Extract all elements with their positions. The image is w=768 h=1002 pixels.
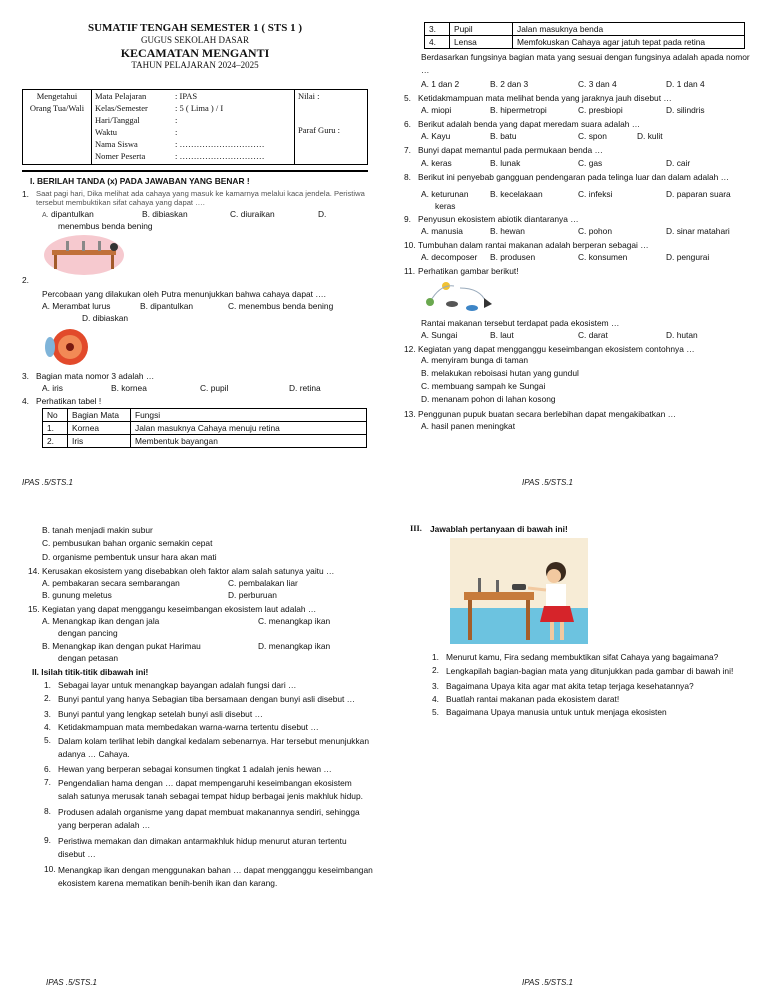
page-3: [28, 524, 374, 891]
table-header-bagian: Bagian Mata: [68, 409, 131, 422]
q9-options: [404, 226, 750, 236]
q3-option-c[interactable]: C. pupil: [200, 383, 229, 394]
q15-option-d-cont: dengan petasan: [58, 652, 119, 663]
q4-text: Perhatikan tabel !: [36, 396, 102, 407]
list-item: [44, 709, 374, 719]
q15-options-ac: [28, 616, 374, 626]
value-nomer[interactable]: : …………………………: [175, 150, 265, 161]
section-1-heading: I. BERILAH TANDA (x) PADA JAWABAN YANG BENAR !: [30, 176, 250, 187]
list-item: [432, 652, 750, 662]
table-cell: Memfokuskan Cahaya agar jatuh tepat pada retina: [513, 36, 745, 49]
question-9: [404, 214, 750, 224]
question-11: [404, 266, 750, 276]
eye-parts-table: [42, 408, 367, 448]
q15-options-bd: [28, 641, 374, 651]
section-2-heading: II. Isilah titik-titik dibawah ini!: [32, 666, 149, 677]
question-15: [28, 604, 374, 614]
q1-option-b[interactable]: B. dibiaskan: [142, 209, 188, 220]
q6-number: 6.: [404, 119, 411, 130]
table-cell: Pupil: [450, 23, 513, 36]
q11-option-b[interactable]: B. laut: [490, 330, 514, 341]
item-number: 4.: [432, 694, 439, 705]
table-cell: 2.: [43, 435, 68, 448]
q10-text: Tumbuhan dalam rantai makanan adalah berperan sebagai …: [418, 239, 649, 250]
q1-option-d-cont: menembus benda bening: [58, 220, 153, 231]
q10-option-b[interactable]: B. produsen: [490, 252, 536, 263]
q5-option-a[interactable]: A. miopi: [421, 105, 452, 116]
q1-option-a[interactable]: [42, 209, 142, 220]
q5-number: 5.: [404, 93, 411, 104]
ortu-label: Orang Tua/Wali: [29, 103, 85, 114]
paraf-label: Paraf Guru :: [298, 125, 341, 136]
q2-option-b[interactable]: B. dipantulkan: [140, 301, 194, 312]
q4-option-b[interactable]: B. 2 dan 3: [490, 79, 529, 90]
item-number: 9.: [44, 835, 51, 846]
table-row: [43, 422, 367, 435]
q15-option-d[interactable]: D. menangkap ikan: [258, 640, 331, 651]
item-text: Ketidakmampuan mata membedakan warna-warna tertentu disebut …: [58, 722, 319, 733]
q11-number: 11.: [404, 266, 416, 277]
q11-text: Perhatikan gambar berikut!: [418, 266, 519, 277]
q2-option-a[interactable]: A. Merambat lurus: [42, 301, 111, 312]
q10-option-d[interactable]: D. pengurai: [666, 252, 710, 263]
q3-text: Bagian mata nomor 3 adalah …: [36, 371, 155, 382]
q13-number: 13.: [404, 408, 416, 419]
item-text: Bunyi pantul yang hanya Sebagian tiba bersamaan dengan bunyi asli disebut …: [58, 694, 356, 705]
q7-option-a[interactable]: A. keras: [421, 157, 452, 168]
question-12: [404, 344, 750, 354]
q8-option-c[interactable]: C. infeksi: [578, 188, 613, 199]
q4-options: [404, 79, 750, 89]
item-number: 10.: [44, 864, 56, 875]
item-number: 4.: [44, 722, 51, 733]
experiment-image: [44, 235, 124, 275]
q8-option-d-cont: keras: [435, 200, 456, 211]
item-number: 1.: [44, 680, 51, 691]
item-number: 5.: [432, 707, 439, 718]
q1-number: 1.: [22, 189, 29, 200]
tahun-pelajaran: TAHUN PELAJARAN 2024–2025: [131, 60, 259, 71]
q15-option-b[interactable]: B. Menangkap ikan dengan pukat Harimau: [42, 640, 201, 651]
value-hari[interactable]: :: [175, 114, 178, 125]
exam-header: [22, 22, 368, 71]
table-header-fungsi: Fungsi: [131, 409, 367, 422]
q14-options-ac: [28, 578, 374, 588]
q12-text: Kegiatan yang dapat mengganggu keseimbangan ekosistem contohnya …: [418, 344, 695, 355]
q8-option-b[interactable]: B. kecelakaan: [490, 188, 543, 199]
item-text: Dalam kolam terlihat lebih dangkal kedalam sebenarnya. Har tersebut menunjukkan adanya … Cahaya.: [58, 736, 369, 760]
table-cell: Jalan masuknya Cahaya menuju retina: [131, 422, 367, 435]
nilai-cell: [295, 90, 368, 165]
item-text: Menangkap ikan dengan menggunakan bahan … dapat mengganggu keseimbangan ekosistem karena mematikan benih-benih ikan dan karang.: [58, 865, 373, 889]
item-number: 3.: [44, 709, 51, 720]
list-item: [44, 693, 374, 706]
item-text: Buatlah rantai makanan pada ekosistem darat!: [446, 694, 620, 705]
value-kelas: : 5 ( Lima ) / I: [175, 103, 224, 114]
question-2: [22, 275, 368, 285]
q14-option-b[interactable]: B. gunung meletus: [42, 590, 112, 601]
table-cell: Kornea: [68, 422, 131, 435]
section-3-title: Jawablah pertanyaan di bawah ini!: [430, 524, 568, 534]
q4-option-c[interactable]: C. 3 dan 4: [578, 79, 617, 90]
item-number: 6.: [44, 764, 51, 775]
table-cell: 1.: [43, 422, 68, 435]
student-info-table: [22, 89, 368, 165]
label-waktu: Waktu: [95, 126, 117, 137]
q11-option-d[interactable]: D. hutan: [666, 330, 698, 341]
question-8: [404, 172, 750, 182]
page-1: [22, 22, 368, 448]
table-cell: 3.: [425, 23, 450, 36]
q7-option-d[interactable]: D. cair: [666, 157, 691, 168]
q5-option-b[interactable]: B. hipermetropi: [490, 105, 547, 116]
q1-option-d[interactable]: D.: [318, 209, 327, 220]
q5-option-d[interactable]: D. silindris: [666, 105, 705, 116]
value-nama[interactable]: : …………………………: [175, 138, 265, 149]
q6-option-b[interactable]: B. batu: [490, 131, 517, 142]
q5-text: Ketidakmampuan mata melihat benda yang jaraknya jauh disebut …: [418, 93, 672, 104]
eye-parts-table-cont: [424, 22, 745, 49]
table-header-no: No: [43, 409, 68, 422]
q6-text: Berikut adalah benda yang dapat meredam suara adalah …: [418, 119, 641, 130]
q3-option-a[interactable]: A. iris: [42, 383, 63, 394]
q1-text: Saat pagi hari, Dika melihat ada cahaya yang masuk ke kamarnya melalui kaca jendela. Peristiwa tersebut membuktikan sifat cahaya yang dapat ….: [36, 189, 365, 208]
q12-options: [404, 354, 750, 406]
q5-options: [404, 105, 750, 115]
q12-option-c[interactable]: C. membuang sampah ke Sungai: [421, 381, 546, 392]
q14-option-c[interactable]: C. pembalakan liar: [228, 578, 298, 589]
question-4: [22, 396, 368, 406]
q11-option-a[interactable]: A. Sungai: [421, 330, 458, 341]
label-hari: Hari/Tanggal: [95, 114, 140, 125]
item-number: 1.: [432, 652, 439, 663]
q14-number: 14.: [28, 566, 40, 577]
q6-options: [404, 131, 750, 141]
food-chain-image: [422, 280, 494, 314]
q11-options: [404, 330, 750, 340]
q13-option-d[interactable]: D. organisme pembentuk unsur hara akan mati: [42, 551, 217, 562]
q2-option-d[interactable]: D. dibiaskan: [82, 313, 129, 324]
q2-option-c[interactable]: C. menembus benda bening: [228, 301, 334, 312]
question-10: [404, 240, 750, 250]
q13-remaining-options: [28, 524, 374, 564]
isian-list: [28, 680, 374, 890]
q7-option-c[interactable]: C. gas: [578, 157, 603, 168]
eye-image: [42, 327, 98, 367]
experiment-girl-image: [450, 538, 588, 644]
q9-text: Penyusun ekosistem abiotik diantaranya …: [418, 213, 579, 224]
q3-option-d[interactable]: D. retina: [289, 383, 321, 394]
item-text: Bagaimana Upaya manusia untuk untuk menjaga ekosisten: [446, 707, 667, 718]
list-item: [44, 764, 374, 774]
question-13: [404, 409, 750, 419]
page-2: [404, 22, 750, 431]
q1-a-text: dipantulkan: [50, 209, 94, 220]
section-3-heading: [410, 524, 750, 534]
q13-text: Penggunan pupuk buatan secara berlebihan dapat mengakibatkan …: [418, 408, 676, 419]
q10-option-c[interactable]: C. konsumen: [578, 252, 628, 263]
q8-text: Berikut ini penyebab gangguan pendengaran pada telinga luar dan dalam adalah …: [418, 171, 730, 182]
footer-page-4: IPAS .5/STS.1: [522, 978, 573, 987]
item-text: Bagaimana Upaya kita agar mat akita tetap terjaga kesehatannya?: [446, 681, 694, 692]
q14-options-bd: [28, 590, 374, 600]
q15-option-a[interactable]: A. Menangkap ikan dengan jala: [42, 615, 160, 626]
question-5: [404, 93, 750, 103]
list-item: [44, 722, 374, 732]
q9-number: 9.: [404, 213, 411, 224]
table-header-row: [43, 409, 367, 422]
q2-options: [22, 301, 368, 311]
question-14: [28, 566, 374, 576]
table-row: [425, 23, 745, 36]
item-number: 3.: [432, 681, 439, 692]
q12-number: 12.: [404, 344, 416, 355]
q5-option-c[interactable]: C. presbiopi: [578, 105, 623, 116]
q10-option-a[interactable]: A. decomposer: [421, 252, 478, 263]
q1-option-c[interactable]: C. diuraikan: [230, 209, 275, 220]
q14-option-d[interactable]: D. perburuan: [228, 590, 277, 601]
q12-option-d[interactable]: D. menanam pohon di lahan kosong: [421, 394, 556, 405]
item-number: 8.: [44, 806, 51, 817]
q13-option-a[interactable]: A. hasil panen meningkat: [421, 420, 516, 431]
list-item: [432, 681, 750, 691]
q14-option-a[interactable]: A. pembakaran secara sembarangan: [42, 578, 180, 589]
q3-option-b[interactable]: B. kornea: [111, 383, 147, 394]
q7-text: Bunyi dapat memantul pada permukaan benda …: [418, 145, 603, 156]
list-item: [44, 777, 374, 803]
q8-option-a[interactable]: A. keturunan: [421, 188, 469, 199]
q4-continuation: Berdasarkan fungsinya bagian mata yang sesuai dengan fungsinya adalah apada nomor …: [421, 52, 750, 76]
q15-option-c-cont: dengan pancing: [58, 627, 118, 638]
q9-option-c[interactable]: C. pohon: [578, 225, 612, 236]
mengetahui-label: Mengetahui: [36, 91, 78, 102]
q15-text: Kegiatan yang dapat menggangu keseimbangan ekosistem laut adalah …: [42, 603, 317, 614]
q7-option-b[interactable]: B. lunak: [490, 157, 521, 168]
list-item: [432, 665, 750, 678]
q13-option-c[interactable]: C. pembusukan bahan organic semakin cepat: [42, 538, 213, 549]
question-1: [22, 189, 368, 207]
list-item: [44, 735, 374, 761]
q4-number: 4.: [22, 396, 29, 407]
nilai-label: Nilai :: [298, 91, 320, 102]
q8-number: 8.: [404, 171, 411, 182]
item-text: Produsen adalah organisme yang dapat membuat makanannya sendiri, sehingga yang berperan adalah …: [58, 807, 360, 831]
label-nomer: Nomer Peserta: [95, 150, 146, 161]
item-number: 2.: [432, 665, 439, 676]
item-text: Bunyi pantul yang lengkap setelah bunyi asli disebut …: [58, 709, 263, 720]
label-mapel: Mata Pelajaran: [95, 91, 147, 102]
list-item: [44, 864, 374, 890]
page-4: [410, 524, 750, 717]
list-item: [44, 680, 374, 690]
label-nama: Nama Siswa: [95, 138, 138, 149]
q9-option-b[interactable]: B. hewan: [490, 225, 525, 236]
q7-number: 7.: [404, 145, 411, 156]
q8-options: [404, 189, 750, 199]
q9-option-a[interactable]: A. manusia: [421, 225, 463, 236]
section-3-number: III.: [410, 524, 422, 533]
value-waktu[interactable]: :: [175, 126, 178, 137]
q10-number: 10.: [404, 239, 416, 250]
table-cell: Lensa: [450, 36, 513, 49]
list-item: [44, 835, 374, 861]
mengetahui-cell: [23, 90, 92, 165]
q7-options: [404, 158, 750, 168]
q12-option-b[interactable]: B. melakukan reboisasi hutan yang gundul: [421, 368, 579, 379]
question-7: [404, 145, 750, 155]
value-mapel: : IPAS: [175, 91, 198, 102]
item-text: Sebagai layar untuk menangkap bayangan adalah fungsi dari …: [58, 680, 297, 691]
list-item: [432, 707, 750, 717]
item-text: Menurut kamu, Fira sedang membuktikan sifat Cahaya yang bagaimana?: [446, 652, 719, 663]
divider: [22, 170, 368, 172]
table-cell: Jalan masuknya benda: [513, 23, 745, 36]
q3-options: [22, 383, 368, 393]
essay-list: [410, 652, 750, 717]
table-row: [425, 36, 745, 49]
q6-option-c[interactable]: C. spon: [578, 131, 607, 142]
table-row: [43, 435, 367, 448]
q12-option-a[interactable]: A. menyiram bunga di taman: [421, 355, 529, 366]
item-text: Peristiwa memakan dan dimakan antarmakhluk hidup menurut aturan tertentu disebut …: [58, 836, 347, 860]
exam-title: SUMATIF TENGAH SEMESTER 1 ( STS 1 ): [87, 22, 303, 34]
gugus: GUGUS SEKOLAH DASAR: [140, 35, 249, 46]
q6-option-d[interactable]: D. kulit: [637, 131, 663, 142]
item-text: Pengendalian hama dengan … dapat mempengaruhi keseimbangan ekosistem salah satunya merusak tanah sebagai tempat hidup berbagai jenis makhluk hidup.: [58, 778, 363, 802]
item-number: 7.: [44, 777, 51, 788]
q15-option-c[interactable]: C. menangkap ikan: [258, 615, 331, 626]
table-cell: 4.: [425, 36, 450, 49]
kecamatan: KECAMATAN MENGANTI: [120, 45, 270, 60]
q15-number: 15.: [28, 603, 40, 614]
footer-page-2: IPAS .5/STS.1: [522, 478, 573, 487]
q13-option-b[interactable]: B. tanah menjadi makin subur: [42, 525, 153, 535]
q3-number: 3.: [22, 371, 29, 382]
footer-page-3: IPAS .5/STS.1: [46, 978, 97, 987]
table-cell: Iris: [68, 435, 131, 448]
item-number: 5.: [44, 735, 51, 746]
footer-page-1: IPAS .5/STS.1: [22, 478, 73, 487]
item-text: Hewan yang berperan sebagai konsumen tingkat 1 adalah jenis hewan …: [58, 764, 332, 775]
q1-a-letter: A.: [42, 212, 49, 220]
q10-options: [404, 252, 750, 262]
label-kelas: Kelas/Semester: [95, 103, 148, 114]
list-item: [432, 694, 750, 704]
q8-option-d[interactable]: D. paparan suara: [666, 188, 731, 199]
q11-continuation: Rantai makanan tersebut terdapat pada ekosistem …: [421, 318, 620, 329]
q2-number: 2.: [22, 274, 29, 285]
q1-options: [22, 209, 368, 220]
info-fields-cell: [92, 90, 295, 165]
q9-option-d[interactable]: D. sinar matahari: [666, 225, 730, 236]
q6-option-a[interactable]: A. Kayu: [421, 131, 451, 142]
item-number: 2.: [44, 693, 51, 704]
q14-text: Kerusakan ekosistem yang disebabkan oleh faktor alam salah satunya yaitu …: [42, 566, 335, 577]
question-3: [22, 371, 368, 381]
table-cell: Membentuk bayangan: [131, 435, 367, 448]
q11-option-c[interactable]: C. darat: [578, 330, 608, 341]
item-text: Lengkapilah bagian-bagian mata yang ditunjukkan pada gambar di bawah ini!: [446, 666, 734, 677]
question-6: [404, 119, 750, 129]
q2-text: Percobaan yang dilakukan oleh Putra menunjukkan bahwa cahaya dapat ….: [42, 289, 327, 300]
q4-option-d[interactable]: D. 1 dan 4: [666, 79, 705, 90]
q4-option-a[interactable]: A. 1 dan 2: [421, 79, 460, 90]
list-item: [44, 806, 374, 832]
